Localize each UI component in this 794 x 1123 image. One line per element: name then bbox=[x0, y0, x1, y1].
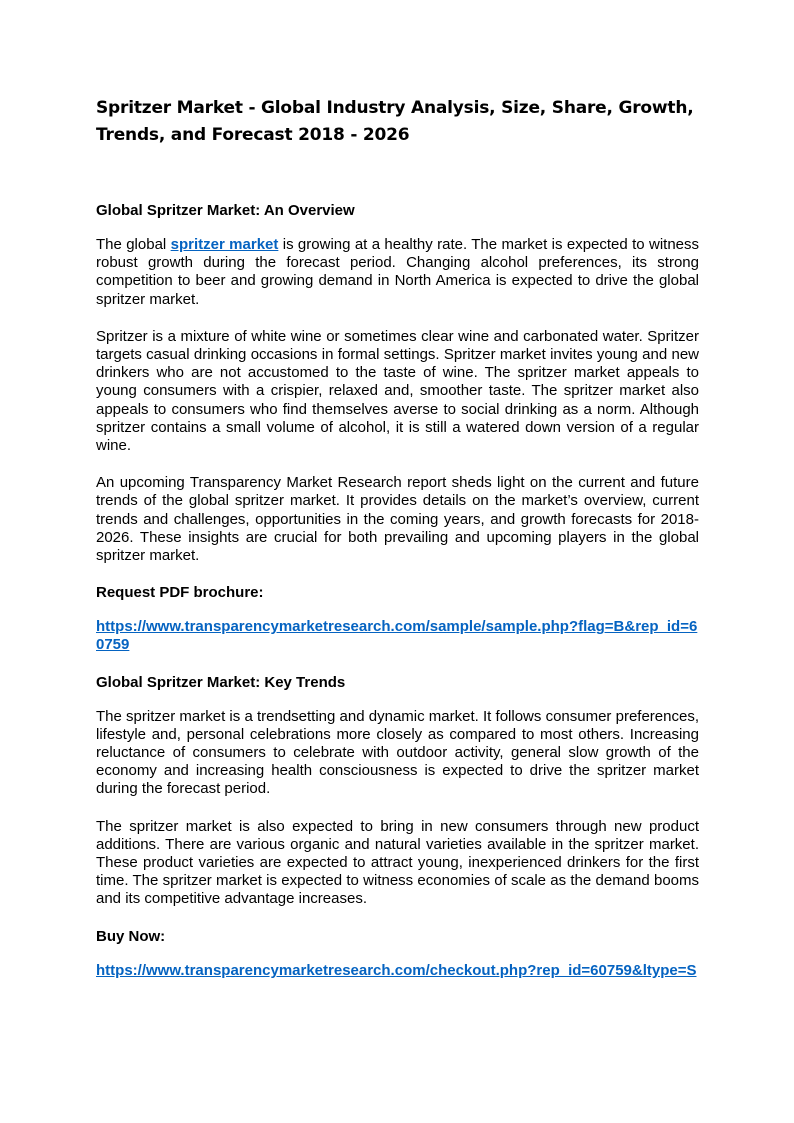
buy-url-line bbox=[96, 962, 699, 980]
trends-paragraph-1: The spritzer market is a trendsetting and dynamic market. It follows consumer preferences, lifestyle and, personal celebrations more closely as compared to most others. Increasing reluctance of consumers to celebrate with outdoor activity, general slow growth of the economy and increasing health consciousness is expected to drive the spritzer market during the forecast period. bbox=[96, 707, 699, 798]
spritzer-market-link[interactable]: spritzer market bbox=[170, 236, 279, 253]
brochure-link[interactable]: https://www.transparencymarketresearch.com/sample/sample.php?flag=B&rep_id=60759 bbox=[96, 618, 698, 654]
overview-paragraph-1 bbox=[96, 236, 699, 309]
brochure-url-line bbox=[96, 618, 699, 654]
overview-heading: Global Spritzer Market: An Overview bbox=[96, 202, 355, 219]
overview-paragraph-2: Spritzer is a mixture of white wine or sometimes clear wine and carbonated water. Spritzer targets casual drinking occasions in formal settings. Spritzer market invites young and new drinkers who are not accustomed to the taste of wine. The spritzer market appeals to young consumers with a crispier, relaxed and, smoother taste. The spritzer market also appeals to consumers who find themselves averse to social drinking as a norm. Although spritzer contains a small volume of alcohol, it is still a watered down version of a regular wine. bbox=[96, 327, 699, 455]
brochure-heading: Request PDF brochure: bbox=[96, 584, 264, 602]
overview-p1-lead: The global bbox=[96, 236, 171, 253]
key-trends-heading: Global Spritzer Market: Key Trends bbox=[96, 673, 346, 691]
overview-paragraph-3: An upcoming Transparency Market Research report sheds light on the current and future trends of the global spritzer market. It provides details on the market’s overview, current trends and challenges, opportunities in the coming years, and growth forecasts for 2018-2026. These insights are crucial for both prevailing and upcoming players in the global spritzer market. bbox=[96, 474, 699, 565]
trends-paragraph-2: The spritzer market is also expected to bring in new consumers through new product additions. There are various organic and natural varieties available in the spritzer market. These product varieties are expected to attract young, inexperienced drinkers for the first time. The spritzer market is expected to witness economies of scale as the demand booms and its competitive advantage increases. bbox=[96, 817, 699, 908]
overview-p1-rest: is growing at a healthy rate. The market is expected to witness robust growth during the forecast period. Changing alcohol preferences, its strong competition to beer and growing demand in North America is expected to drive the global spritzer market. bbox=[96, 236, 700, 308]
document-title: Spritzer Market - Global Industry Analysis, Size, Share, Growth, Trends, and Forecast 2018 - 2026 bbox=[96, 98, 694, 145]
document-page bbox=[96, 95, 699, 999]
buy-now-link[interactable]: https://www.transparencymarketresearch.com/checkout.php?rep_id=60759&ltype=S bbox=[96, 961, 697, 979]
buy-now-heading: Buy Now: bbox=[96, 927, 166, 945]
